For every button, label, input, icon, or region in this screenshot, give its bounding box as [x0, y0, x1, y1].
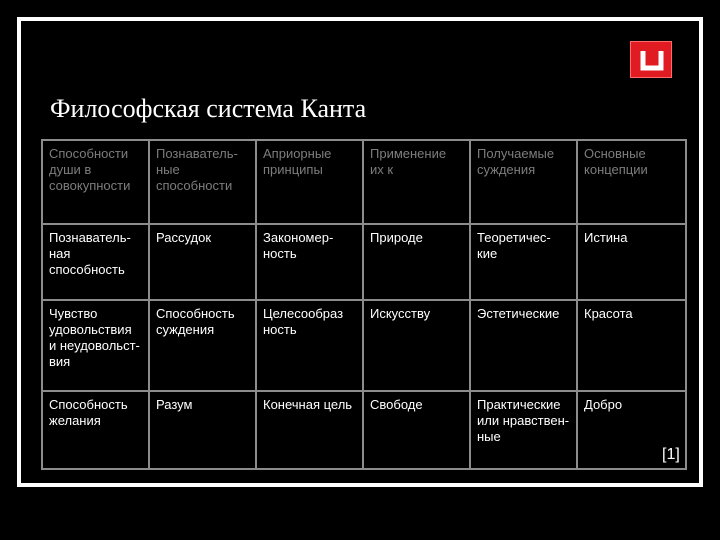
table-cell: Целесообраз ность [256, 300, 363, 391]
header-cell: Применение их к [363, 140, 470, 224]
kant-table [41, 139, 687, 470]
table-cell: Чувство удовольствия и неудовольст-вия [42, 300, 149, 391]
table-cell: Способность желания [42, 391, 149, 469]
table-cell: Добро [577, 391, 686, 469]
table-row [42, 224, 686, 300]
header-cell: Способности души в совокупности [42, 140, 149, 224]
reference-link[interactable]: [1] [662, 446, 680, 463]
table-row [42, 391, 686, 469]
table-row [42, 300, 686, 391]
table-cell: Искусству [363, 300, 470, 391]
table-cell: Рассудок [149, 224, 256, 300]
header-cell: Априорные принципы [256, 140, 363, 224]
table-cell: Природе [363, 224, 470, 300]
logo-icon [630, 41, 672, 78]
table-cell: Свободе [363, 391, 470, 469]
header-cell: Познаватель-ные способности [149, 140, 256, 224]
table-cell: Способность суждения [149, 300, 256, 391]
table-header-row [42, 140, 686, 224]
table-cell: Познаватель-ная способность [42, 224, 149, 300]
header-cell: Получаемые суждения [470, 140, 577, 224]
table-cell: Практические или нравствен-ные [470, 391, 577, 469]
table-cell: Разум [149, 391, 256, 469]
table-cell: Закономер-ность [256, 224, 363, 300]
header-cell: Основные концепции [577, 140, 686, 224]
table-cell: Истина [577, 224, 686, 300]
table-cell: Теоретичес-кие [470, 224, 577, 300]
table-cell: Конечная цель [256, 391, 363, 469]
table-cell: Эстетические [470, 300, 577, 391]
table-cell: Красота [577, 300, 686, 391]
slide-title: Философская система Канта [50, 94, 367, 123]
